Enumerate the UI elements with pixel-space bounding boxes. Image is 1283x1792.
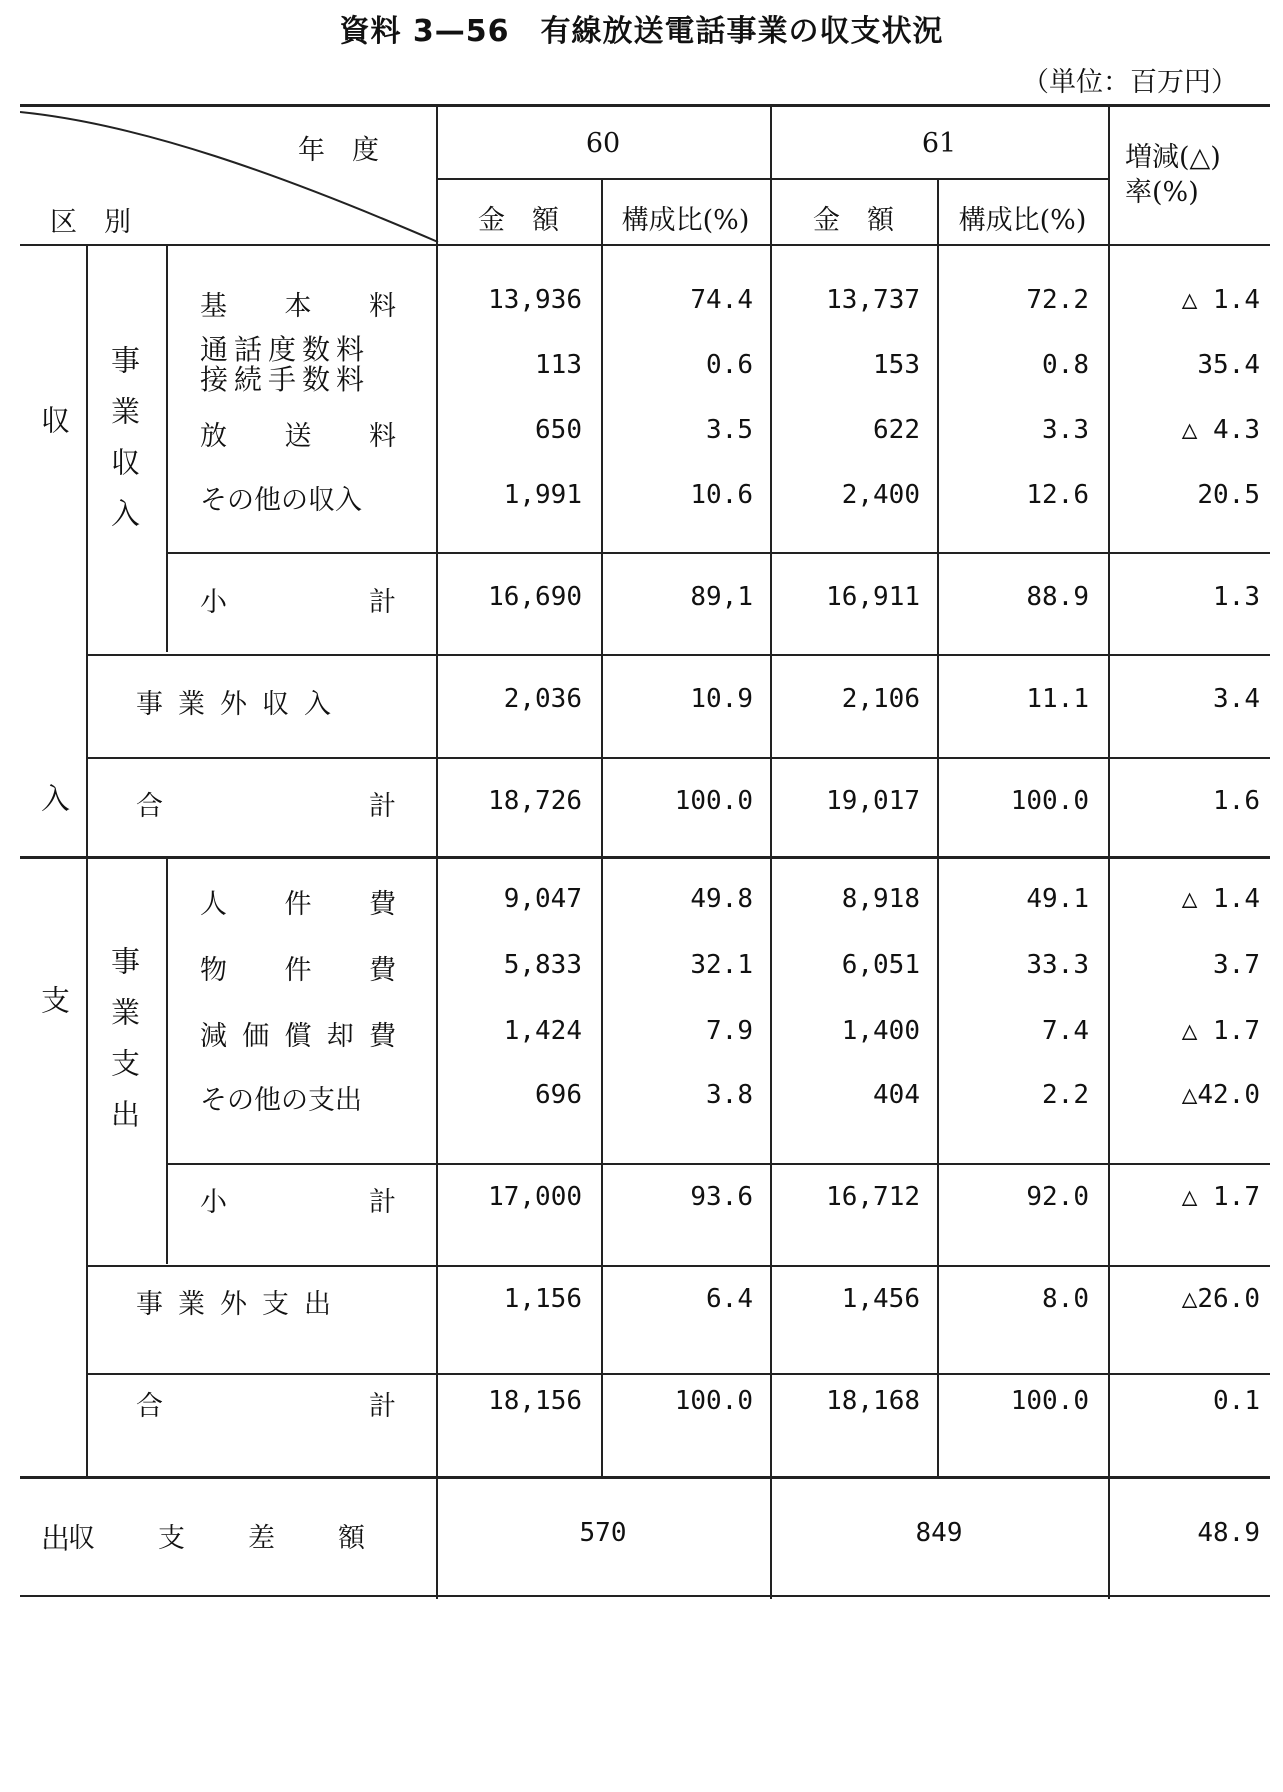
amount-61: 19,017 bbox=[826, 786, 920, 816]
change-rate: 20.5 bbox=[1197, 480, 1260, 510]
amount-60: 17,000 bbox=[488, 1182, 582, 1212]
amount-60: 16,690 bbox=[488, 582, 582, 612]
amount-61: 622 bbox=[873, 415, 920, 445]
change-rate: △ 1.4 bbox=[1181, 285, 1260, 315]
row-label: 事業外支出 bbox=[136, 1289, 346, 1320]
expense-op-group: 事業支出 bbox=[107, 946, 141, 1150]
change-rate: △ 1.7 bbox=[1181, 1182, 1260, 1212]
row-label: 小 計 bbox=[200, 1187, 396, 1218]
ratio-61: 88.9 bbox=[1026, 582, 1089, 612]
row-label: その他の支出 bbox=[200, 1085, 362, 1116]
amount-61: 153 bbox=[873, 350, 920, 380]
amount-61: 1,400 bbox=[841, 1016, 920, 1046]
year-header: 年 度 bbox=[298, 135, 379, 166]
row-label: 人 件 費 bbox=[200, 889, 396, 920]
change-rate: 3.7 bbox=[1213, 950, 1260, 980]
ratio-60: 3.5 bbox=[706, 415, 753, 445]
ratio-60: 10.9 bbox=[690, 684, 753, 714]
ratio-header-61: 構成比(%) bbox=[958, 205, 1087, 236]
ratio-61: 49.1 bbox=[1026, 884, 1089, 914]
ratio-header-60: 構成比(%) bbox=[621, 205, 750, 236]
row-label: その他の収入 bbox=[200, 485, 362, 516]
change-rate-header: 増減(△) 率(%) bbox=[1125, 142, 1221, 209]
amount-61: 1,456 bbox=[841, 1284, 920, 1314]
amount-61: 8,918 bbox=[841, 884, 920, 914]
row-label: 収 支 差 額 bbox=[68, 1523, 383, 1554]
ratio-60: 3.8 bbox=[706, 1080, 753, 1110]
row-label: 合 計 bbox=[136, 791, 396, 822]
change-rate: △ 1.4 bbox=[1181, 884, 1260, 914]
ratio-60: 6.4 bbox=[706, 1284, 753, 1314]
amount-60: 113 bbox=[535, 350, 582, 380]
row-label: 放 送 料 bbox=[200, 421, 396, 452]
amount-61: 18,168 bbox=[826, 1386, 920, 1416]
amount-60: 13,936 bbox=[488, 285, 582, 315]
year-60-header: 60 bbox=[585, 128, 621, 159]
income-op-group: 事業収入 bbox=[107, 345, 141, 549]
ratio-61: 33.3 bbox=[1026, 950, 1089, 980]
row-label: 事業外収入 bbox=[136, 689, 346, 720]
amount-61: 6,051 bbox=[841, 950, 920, 980]
income-label: 収 入 bbox=[37, 405, 71, 972]
change-rate: 0.1 bbox=[1213, 1386, 1260, 1416]
ratio-60: 49.8 bbox=[690, 884, 753, 914]
amount-61: 16,712 bbox=[826, 1182, 920, 1212]
year-61-header: 61 bbox=[921, 128, 957, 159]
change-rate: 1.6 bbox=[1213, 786, 1260, 816]
ratio-60: 93.6 bbox=[690, 1182, 753, 1212]
ratio-60: 74.4 bbox=[690, 285, 753, 315]
amount-60: 5,833 bbox=[503, 950, 582, 980]
ratio-60: 100.0 bbox=[674, 786, 753, 816]
amount-61: 2,106 bbox=[841, 684, 920, 714]
ratio-60: 100.0 bbox=[674, 1386, 753, 1416]
ratio-60: 0.6 bbox=[706, 350, 753, 380]
amount-header-60: 金 額 bbox=[478, 205, 559, 236]
page-title: 資料 3—56 有線放送電話事業の収支状況 bbox=[339, 14, 944, 49]
unit-label: （単位：百万円） bbox=[1022, 67, 1238, 98]
amount-60: 1,424 bbox=[503, 1016, 582, 1046]
change-rate: △ 4.3 bbox=[1181, 415, 1260, 445]
balance-60: 570 bbox=[579, 1518, 627, 1548]
change-rate: △26.0 bbox=[1181, 1284, 1260, 1314]
amount-60: 18,726 bbox=[488, 786, 582, 816]
category-header: 区 別 bbox=[50, 207, 131, 238]
row-label: 減 価 償 却 費 bbox=[200, 1021, 396, 1052]
change-rate: △42.0 bbox=[1181, 1080, 1260, 1110]
change-rate: △ 1.7 bbox=[1181, 1016, 1260, 1046]
ratio-61: 8.0 bbox=[1042, 1284, 1089, 1314]
ratio-61: 7.4 bbox=[1042, 1016, 1089, 1046]
row-label-line1: 通話度数料 bbox=[200, 333, 371, 366]
amount-60: 9,047 bbox=[503, 884, 582, 914]
ratio-61: 72.2 bbox=[1026, 285, 1089, 315]
amount-60: 2,036 bbox=[503, 684, 582, 714]
row-label: 基 本 料 bbox=[200, 291, 396, 322]
ratio-61: 3.3 bbox=[1042, 415, 1089, 445]
change-rate: 48.9 bbox=[1197, 1518, 1260, 1548]
row-label-line2: 接続手数料 bbox=[200, 363, 371, 396]
ratio-61: 92.0 bbox=[1026, 1182, 1089, 1212]
balance-61: 849 bbox=[915, 1518, 963, 1548]
amount-60: 1,991 bbox=[503, 480, 582, 510]
ratio-60: 10.6 bbox=[690, 480, 753, 510]
ratio-61: 100.0 bbox=[1010, 1386, 1089, 1416]
ratio-60: 89,1 bbox=[690, 582, 753, 612]
amount-61: 16,911 bbox=[826, 582, 920, 612]
change-rate: 1.3 bbox=[1213, 582, 1260, 612]
row-label: 合 計 bbox=[136, 1391, 396, 1422]
ratio-60: 7.9 bbox=[706, 1016, 753, 1046]
ratio-61: 2.2 bbox=[1042, 1080, 1089, 1110]
ratio-61: 12.6 bbox=[1026, 480, 1089, 510]
amount-60: 696 bbox=[535, 1080, 582, 1110]
change-rate: 35.4 bbox=[1197, 350, 1260, 380]
amount-header-61: 金 額 bbox=[813, 205, 894, 236]
amount-61: 2,400 bbox=[841, 480, 920, 510]
ratio-61: 11.1 bbox=[1026, 684, 1089, 714]
change-rate: 3.4 bbox=[1213, 684, 1260, 714]
ratio-61: 0.8 bbox=[1042, 350, 1089, 380]
amount-61: 13,737 bbox=[826, 285, 920, 315]
row-label: 小 計 bbox=[200, 587, 396, 618]
expense-label: 支 出 bbox=[37, 985, 71, 1792]
amount-61: 404 bbox=[873, 1080, 920, 1110]
row-label: 物 件 費 bbox=[200, 955, 396, 986]
amount-60: 650 bbox=[535, 415, 582, 445]
ratio-61: 100.0 bbox=[1010, 786, 1089, 816]
ratio-60: 32.1 bbox=[690, 950, 753, 980]
amount-60: 1,156 bbox=[503, 1284, 582, 1314]
amount-60: 18,156 bbox=[488, 1386, 582, 1416]
